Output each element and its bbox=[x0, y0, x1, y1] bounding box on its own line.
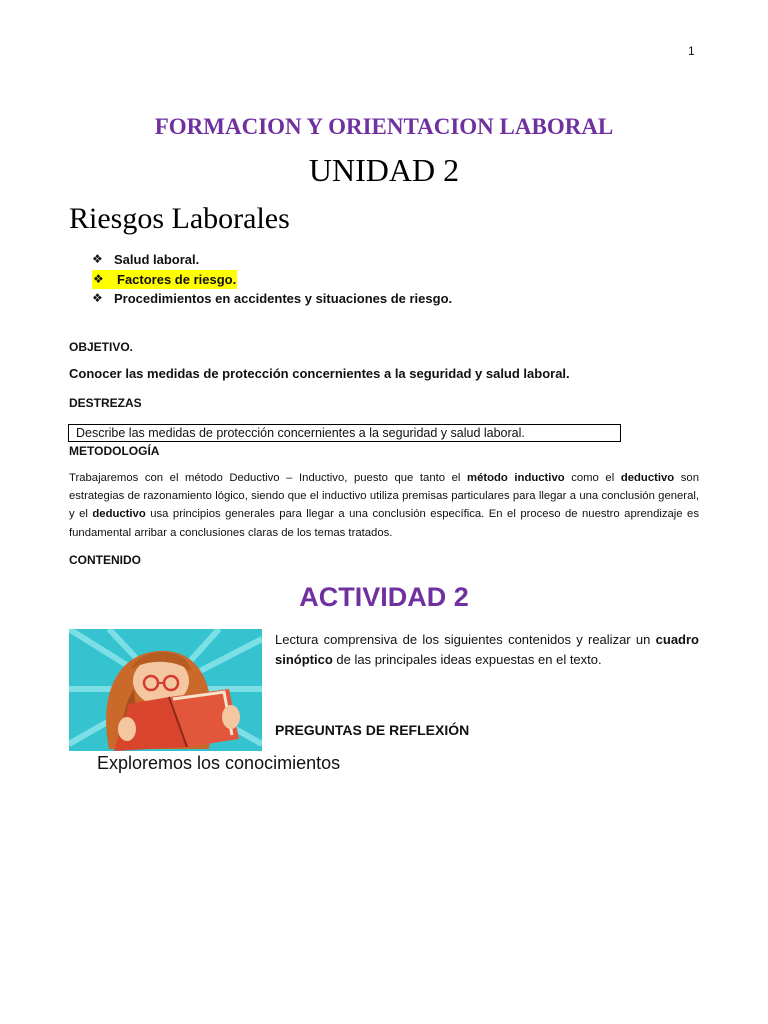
list-item bbox=[92, 250, 452, 270]
reading-woman-illustration bbox=[69, 629, 262, 751]
list-item bbox=[92, 270, 452, 290]
methodology-text: Trabajaremos con el método Deductivo – Inductivo, puesto que tanto el método inductivo como el deductivo son estrategias de razonamiento lógico, siendo que el inductivo utiliza premisas particulares para llegar a una conclusión general, y el deductivo usa principios generales para llegar a una conclusión específica. En el proceso de nuestro aprendizaje es fundamental arribar a conclusiones claras de los temas tratados. bbox=[69, 472, 699, 539]
list-item-label: Salud laboral. bbox=[114, 252, 200, 267]
reflection-questions-label: PREGUNTAS DE REFLEXIÓN bbox=[275, 722, 470, 738]
explore-heading: Exploremos los conocimientos bbox=[97, 753, 341, 773]
topics-list bbox=[92, 250, 452, 309]
diamond-bullet-icon: ❖ bbox=[92, 270, 116, 290]
activity-title: ACTIVIDAD 2 bbox=[299, 582, 469, 612]
methodology-label: METODOLOGÍA bbox=[69, 444, 160, 458]
topic-heading: Riesgos Laborales bbox=[69, 202, 290, 235]
list-item-label-highlighted: Factores de riesgo. bbox=[116, 270, 237, 290]
objective-label: OBJETIVO. bbox=[69, 340, 134, 354]
skills-box: Describe las medidas de protección concernientes a la seguridad y salud laboral. bbox=[68, 424, 621, 442]
diamond-bullet-icon: ❖ bbox=[92, 252, 103, 266]
list-item-label: Procedimientos en accidentes y situaciones de riesgo. bbox=[114, 291, 453, 306]
unit-heading: UNIDAD 2 bbox=[308, 152, 460, 188]
objective-text: Conocer las medidas de protección concernientes a la seguridad y salud laboral. bbox=[69, 366, 570, 381]
list-item bbox=[92, 289, 452, 309]
content-label: CONTENIDO bbox=[69, 553, 141, 567]
diamond-bullet-icon: ❖ bbox=[92, 291, 103, 305]
document-title: FORMACION Y ORIENTACION LABORAL bbox=[154, 114, 614, 139]
activity-instructions: Lectura comprensiva de los siguientes contenidos y realizar un cuadro sinóptico de las principales ideas expuestas en el texto. bbox=[275, 632, 699, 667]
skills-label: DESTREZAS bbox=[69, 396, 142, 410]
page-number: 1 bbox=[688, 44, 695, 58]
